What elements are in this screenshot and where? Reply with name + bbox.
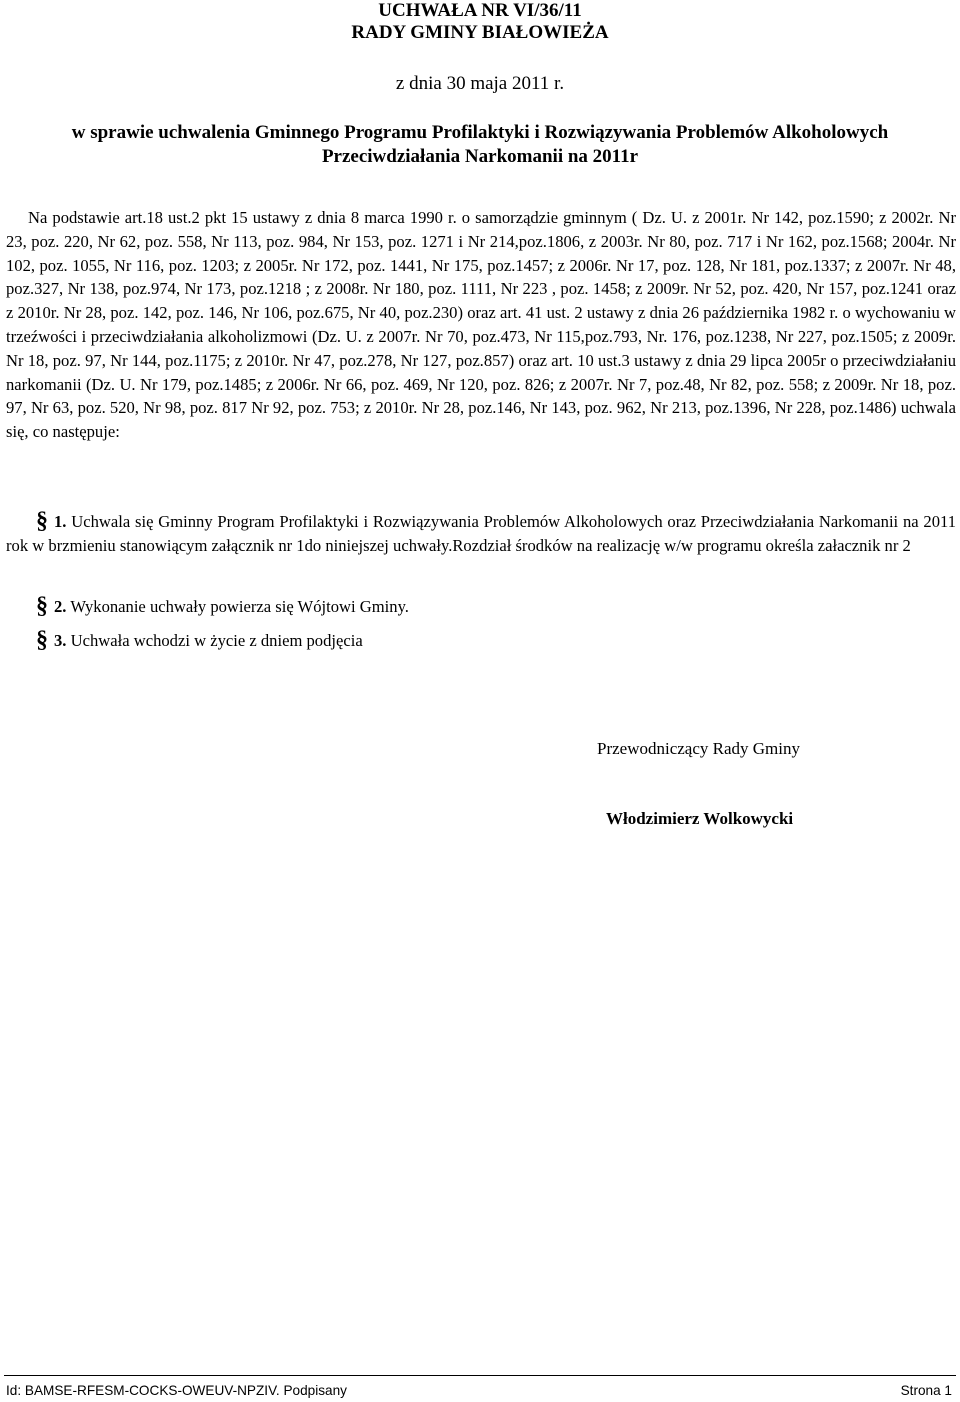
title-line-number: UCHWAŁA NR VI/36/11 bbox=[378, 0, 582, 21]
section-sign: § bbox=[36, 593, 48, 619]
signatory-role: Przewodniczący Rady Gminy bbox=[597, 739, 800, 758]
resolution-title bbox=[0, 0, 960, 44]
footer-page-number: Strona 1 bbox=[900, 1383, 952, 1398]
footer-document-id: Id: BAMSE-RFESM-COCKS-OWEUV-NPZIV. Podpisany bbox=[6, 1383, 347, 1398]
section-text: Uchwała wchodzi w życie z dniem podjęcia bbox=[70, 631, 363, 650]
section-sign: § bbox=[36, 508, 48, 534]
section-2 bbox=[6, 595, 956, 619]
subject-line-2: Przeciwdziałania Narkomanii na 2011r bbox=[321, 146, 639, 167]
resolution-date: z dnia 30 maja 2011 r. bbox=[395, 73, 565, 94]
footer-divider bbox=[4, 1375, 956, 1376]
section-number: 2. bbox=[54, 597, 67, 616]
title-line-council: RADY GMINY BIAŁOWIEŻA bbox=[351, 22, 609, 43]
legal-basis-preamble: Na podstawie art.18 ust.2 pkt 15 ustawy z dnia 8 marca 1990 r. o samorządzie gminnym ( Dz. U. z 2001r. Nr 142, poz.1590; z 2002r. Nr 23, poz. 220, Nr 62, poz. 558, Nr 113, poz. 984, Nr 153, poz. 1271 i Nr 214,poz.1806, z 2003r. Nr 80, poz. 717 i Nr 162, poz.1568; 2004r. Nr 102, poz. 1055, Nr 116, poz. 1203; z 2005r. Nr 172, poz. 1441, Nr 175, poz.1457; z 2006r. Nr 17, poz. 128, Nr 181, poz.1337; z 2007r. Nr 48, poz.327, Nr 138, poz.974, Nr 173, poz.1218 ; z 2008r. Nr 180, poz. 1111, Nr 223 , poz. 1458; z 2009r. Nr 52, poz. 420, Nr 157, poz.1241 oraz z 2010r. Nr 28, poz. 142, poz. 146, Nr 106, poz.675, Nr 40, poz.230) oraz art. 41 ust. 2 ustawy z dnia 26 października 1982 r. o wychowaniu w trzeźwości i przeciwdziałania alkoholizmowi (Dz. U. z 2007r. Nr 70, poz.473, Nr 115,poz.793, Nr. 176, poz.1238, Nr 227, poz.1505; z 2009r. Nr 18, poz. 97, Nr 144, poz.1175; z 2010r. Nr 47, poz.278, Nr 127, poz.857) oraz art. 10 ust.3 ustawy z dnia 29 lipca 2005r o przeciwdziałaniu narkomanii (Dz. U. Nr 179, poz.1485; z 2006r. Nr 66, poz. 469, Nr 120, poz. 826; z 2007r. Nr 7, poz.48, Nr 82, poz. 558; z 2009r. Nr 18, poz. 97, Nr 63, poz. 520, Nr 98, poz. 817 Nr 92, poz. 753; z 2010r. Nr 28, poz.146, Nr 143, poz. 962, Nr 213, poz.1396, Nr 228, poz.1486) uchwala się, co następuje: bbox=[6, 208, 956, 442]
section-3 bbox=[6, 629, 956, 653]
section-number: 1. bbox=[54, 512, 67, 531]
section-text: Uchwala się Gminny Program Profilaktyki i Rozwiązywania Problemów Alkoholowych oraz Przeciwdziałania Narkomanii na 2011 rok w brzmieniu stanowiącym załącznik nr 1do niniejszej uchwały.Rozdział środków na realizację w/w programu określa załacznik nr 2 bbox=[6, 512, 956, 555]
signatory-name: Włodzimierz Wolkowycki bbox=[606, 809, 794, 828]
section-1 bbox=[6, 510, 956, 558]
resolution-subject bbox=[0, 121, 960, 169]
subject-line-1: w sprawie uchwalenia Gminnego Programu Profilaktyki i Rozwiązywania Problemów Alkoholowych bbox=[71, 122, 889, 143]
section-sign: § bbox=[36, 627, 48, 653]
section-number: 3. bbox=[54, 631, 67, 650]
section-text: Wykonanie uchwały powierza się Wójtowi Gminy. bbox=[70, 597, 409, 616]
